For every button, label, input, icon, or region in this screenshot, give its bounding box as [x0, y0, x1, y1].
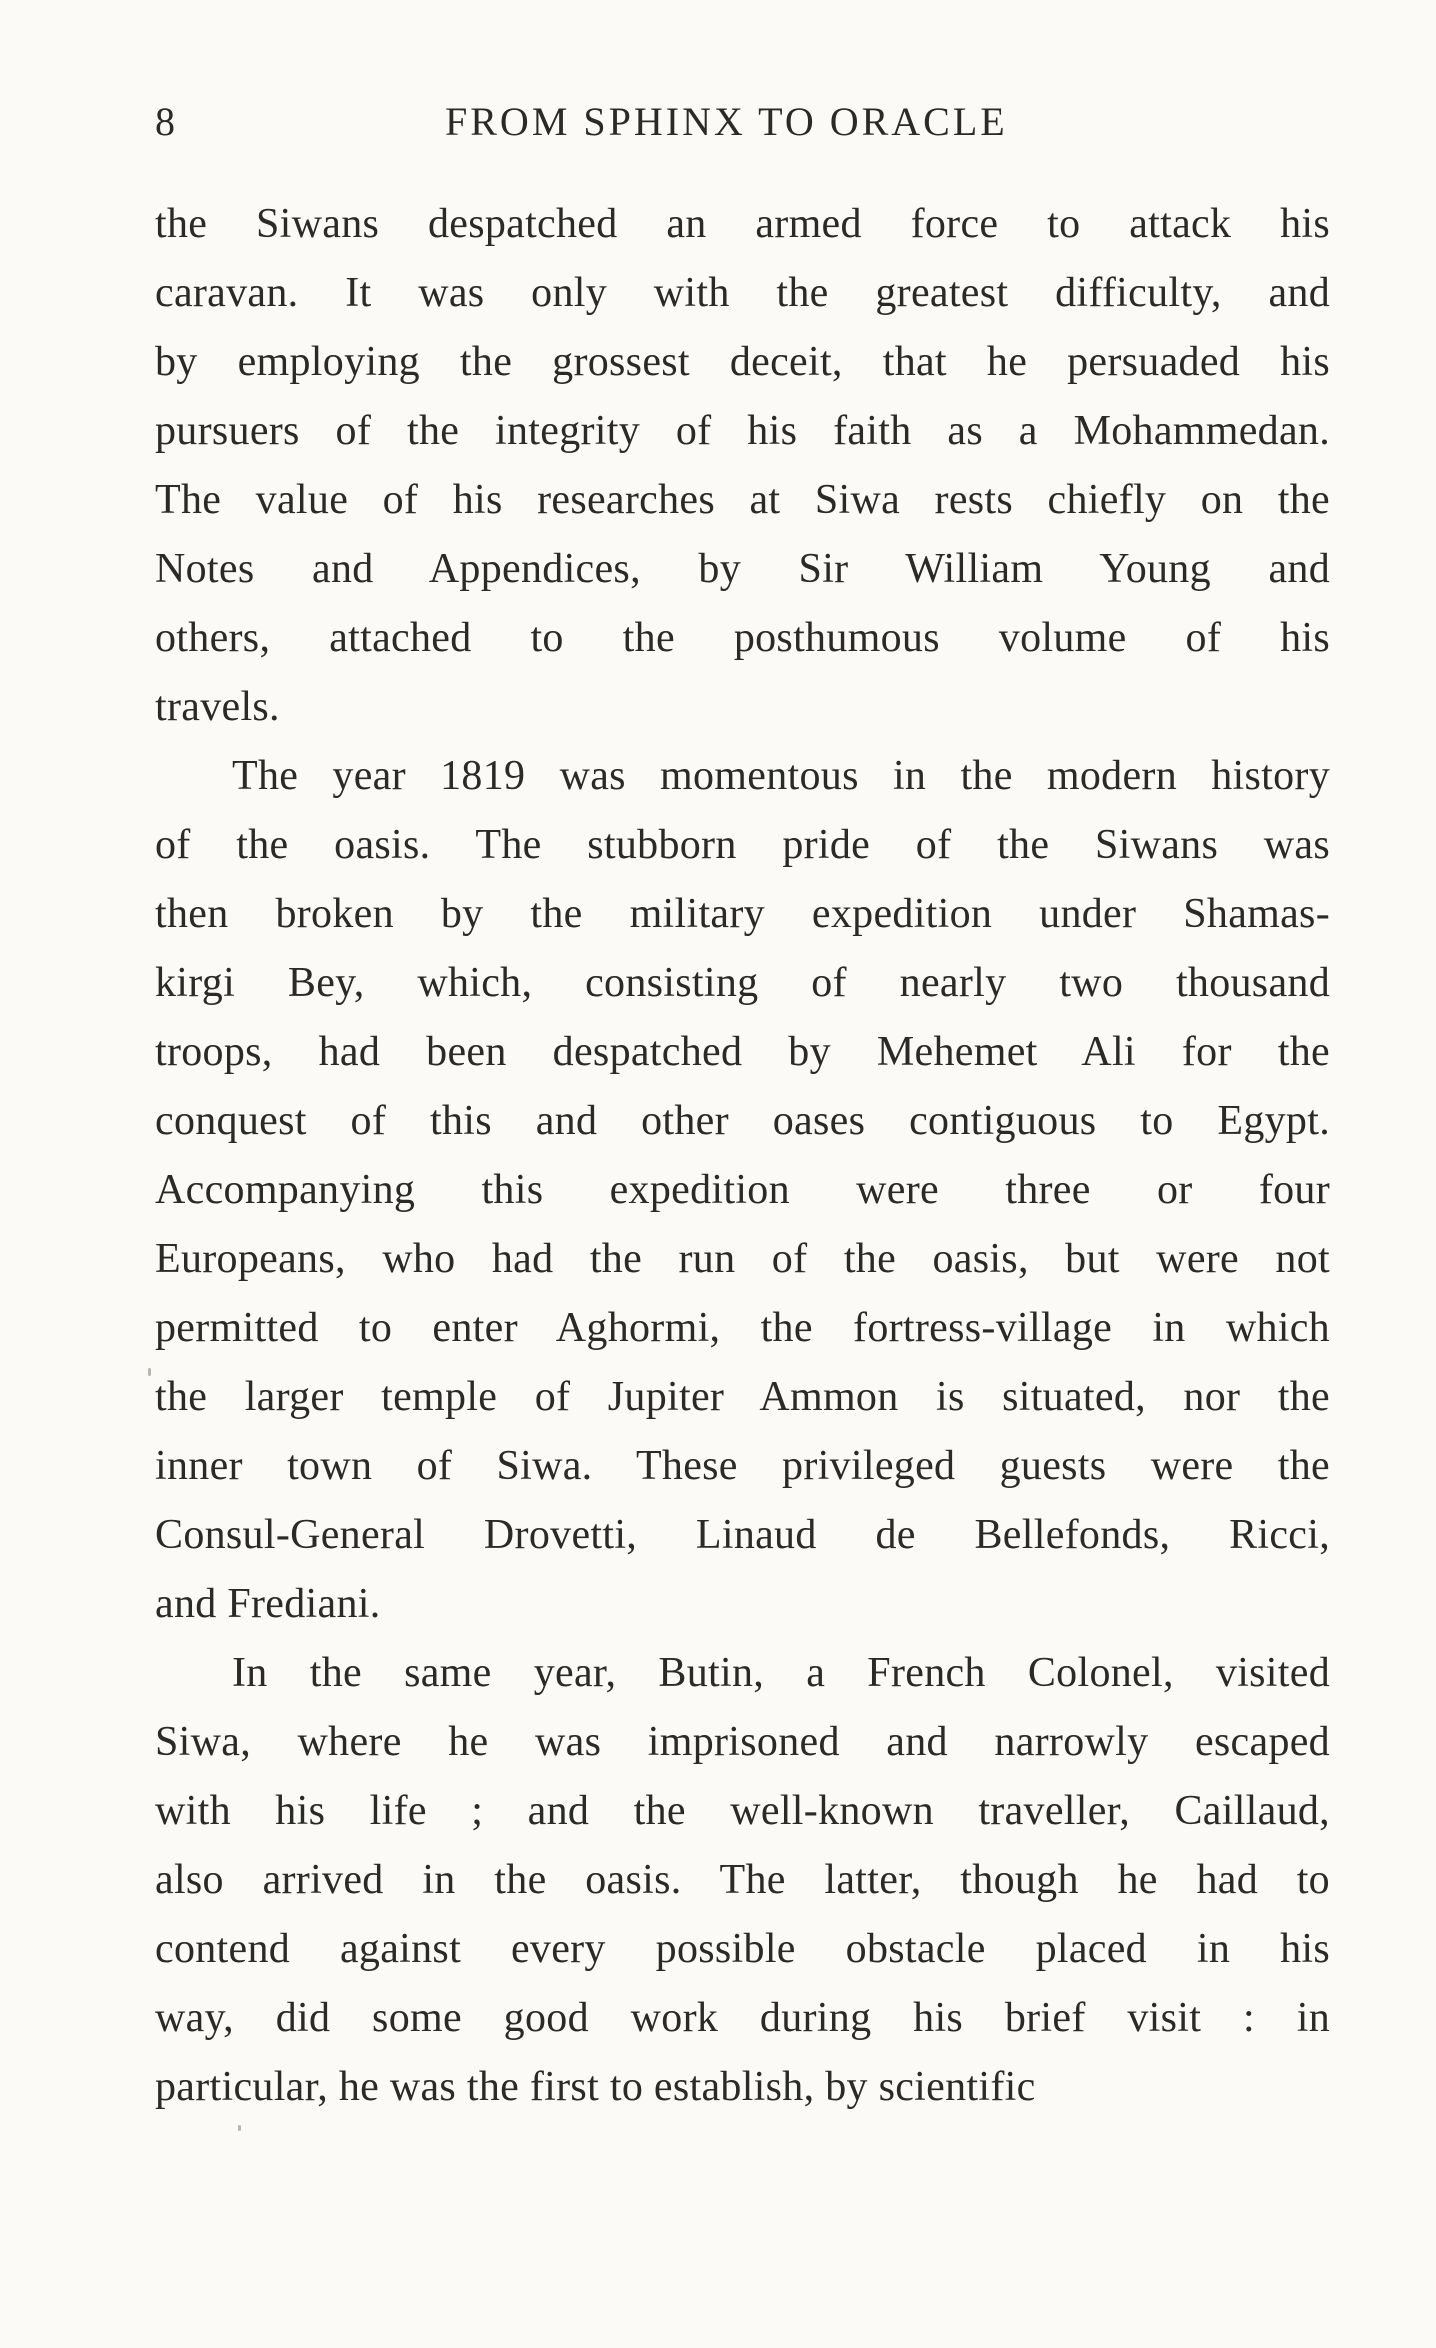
text-line: permitted to enter Aghormi, the fortress-village in which — [155, 1305, 1330, 1351]
paragraph — [155, 742, 1330, 1639]
text-line: kirgi Bey, which, consisting of nearly two thousand — [155, 960, 1330, 1006]
text-line: Accompanying this expedition were three or four — [155, 1167, 1330, 1213]
text-line: Europeans, who had the run of the oasis, but were not — [155, 1236, 1330, 1282]
text-line: of the oasis. The stubborn pride of the Siwans was — [155, 822, 1330, 868]
text-line: The value of his researches at Siwa rests chiefly on the — [155, 477, 1330, 523]
text-line: caravan. It was only with the greatest difficulty, and — [155, 270, 1330, 316]
text-line: then broken by the military expedition under Shamas- — [155, 891, 1330, 937]
text-line: conquest of this and other oases contiguous to Egypt. — [155, 1098, 1330, 1144]
text-line: Notes and Appendices, by Sir William Young and — [155, 546, 1330, 592]
text-line: contend against every possible obstacle placed in his — [155, 1926, 1330, 1972]
text-line: others, attached to the posthumous volume of his — [155, 615, 1330, 661]
text-line: travels. — [155, 684, 280, 730]
paragraph — [155, 190, 1330, 742]
text-line: inner town of Siwa. These privileged guests were the — [155, 1443, 1330, 1489]
text-line: and Frediani. — [155, 1581, 381, 1627]
paragraph — [155, 1639, 1330, 2122]
running-head: FROM SPHINX TO ORACLE — [445, 99, 1008, 144]
text-line: Siwa, where he was imprisoned and narrowly escaped — [155, 1719, 1330, 1765]
body-text — [155, 190, 1330, 2122]
text-line: particular, he was the first to establish, by scientific — [155, 2064, 1036, 2110]
page-number: 8 — [155, 99, 176, 144]
text-line: troops, had been despatched by Mehemet Ali for the — [155, 1029, 1330, 1075]
print-speck — [238, 2125, 241, 2131]
text-line: pursuers of the integrity of his faith as a Mohammedan. — [155, 408, 1330, 454]
text-line: the larger temple of Jupiter Ammon is situated, nor the — [155, 1374, 1330, 1420]
page-header — [155, 98, 1330, 158]
text-line: the Siwans despatched an armed force to attack his — [155, 201, 1330, 247]
text-line: In the same year, Butin, a French Colonel, visited — [232, 1650, 1330, 1696]
text-line: by employing the grossest deceit, that he persuaded his — [155, 339, 1330, 385]
text-line: The year 1819 was momentous in the modern history — [232, 753, 1330, 799]
text-line: way, did some good work during his brief visit : in — [155, 1995, 1330, 2041]
text-line: with his life ; and the well-known traveller, Caillaud, — [155, 1788, 1330, 1834]
text-line: also arrived in the oasis. The latter, though he had to — [155, 1857, 1330, 1903]
text-line: Consul-General Drovetti, Linaud de Bellefonds, Ricci, — [155, 1512, 1330, 1558]
print-speck — [148, 1368, 151, 1376]
